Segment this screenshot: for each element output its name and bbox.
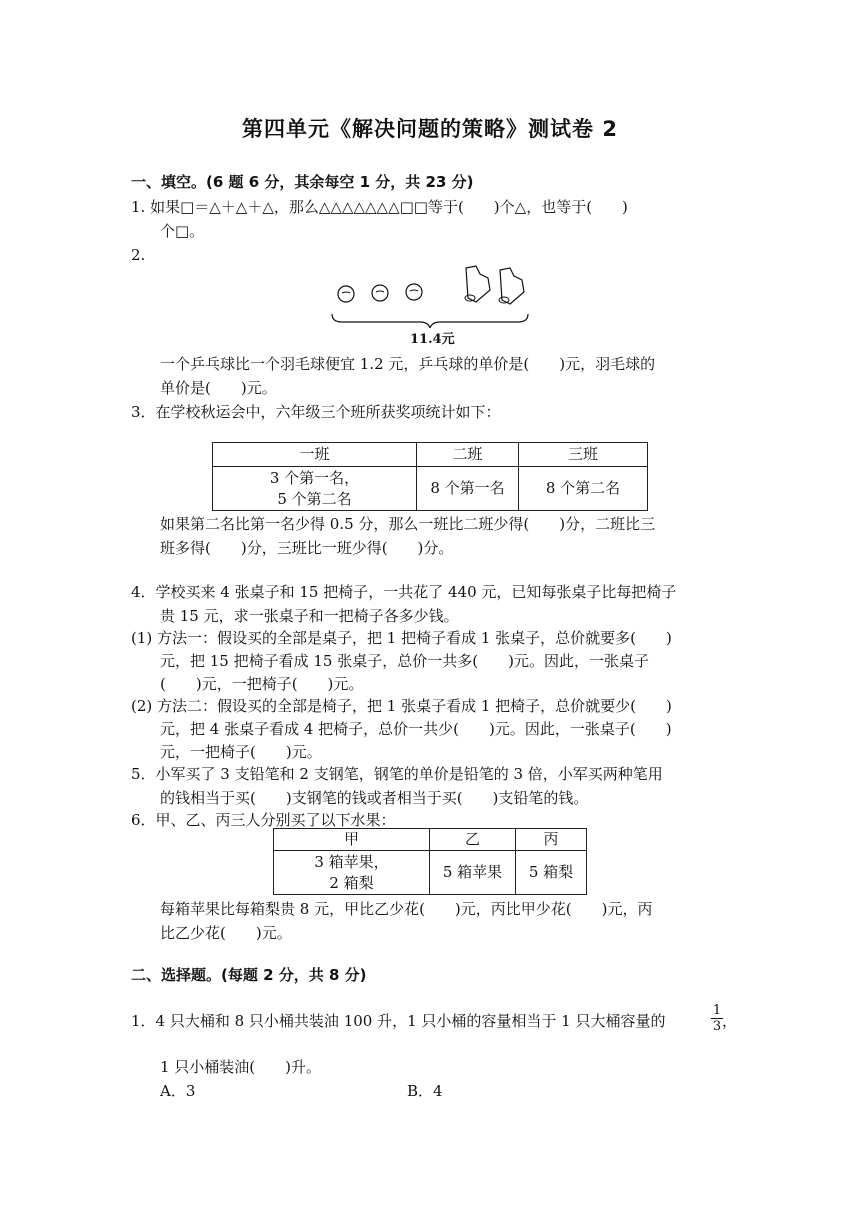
q4-method2-line-2: 元，把 4 张桌子看成 4 把椅子，总价一共少( )元。因此，一张桌子( )	[160, 720, 672, 738]
q6-intro: 6．甲、乙、丙三人分别买了以下水果：	[131, 811, 396, 829]
q3-header-3: 三班	[519, 443, 648, 467]
q4-method2-line-1: (2) 方法二：假设买的全部是椅子，把 1 张桌子看成 1 把椅子，总价就要少( )	[131, 697, 672, 715]
q6-header-1: 甲	[274, 829, 430, 851]
q4-method1-line-1: (1) 方法一：假设买的全部是桌子，把 1 把椅子看成 1 张桌子，总价就要多( )	[131, 629, 672, 647]
q3-cell-1-line-2: 5 个第二名	[277, 489, 352, 508]
q6-cell-1	[274, 851, 430, 895]
ping-pong-ball-icon	[406, 284, 422, 300]
s2-q1-line-1: 1．4 只大桶和 8 只小桶共装油 100 升，1 只小桶的容量相当于 1 只大桶容量的	[131, 1012, 666, 1030]
shuttlecock-icon	[465, 266, 490, 302]
q2-figure	[330, 258, 530, 328]
q3-header-2: 二班	[417, 443, 519, 467]
shuttlecock-icon	[499, 268, 524, 304]
q5-line-2: 的钱相当于买( )支钢笔的钱或者相当于买( )支铅笔的钱。	[160, 789, 589, 807]
q6-cell-1-line-2: 2 箱梨	[329, 873, 374, 892]
q5-line-1: 5．小军买了 3 支铅笔和 2 支钢笔，钢笔的单价是铅笔的 3 倍，小军买两种笔用	[131, 765, 663, 783]
q4-line-1: 4．学校买来 4 张桌子和 15 把椅子，一共花了 440 元，已知每张桌子比每把椅子	[131, 583, 677, 601]
q2-line-2: 单价是( )元。	[160, 379, 277, 397]
q1-line-2: 个□。	[160, 222, 205, 240]
ping-pong-ball-icon	[338, 286, 354, 302]
section-2-heading: 二、选择题。(每题 2 分，共 8 分)	[131, 966, 367, 984]
q3-cell-3: 8 个第二名	[519, 467, 648, 511]
q4-method2-line-3: 元，一把椅子( )元。	[160, 743, 322, 761]
s2-q1-comma: ，	[722, 1012, 738, 1030]
q1-line-1: 1. 如果□＝△＋△＋△，那么△△△△△△△□□等于( )个△，也等于( )	[131, 198, 628, 216]
fraction-denominator: 3	[712, 1019, 722, 1034]
q3-header-1: 一班	[213, 443, 417, 467]
q2-price-label: 11.4元	[410, 332, 455, 347]
ping-pong-ball-icon	[372, 285, 388, 301]
q4-method1-line-2: 元，把 15 把椅子看成 15 张桌子，总价一共多( )元。因此，一张桌子	[160, 652, 649, 670]
s2-q1-option-b: B．4	[407, 1082, 443, 1100]
q6-cell-3: 5 箱梨	[516, 851, 587, 895]
q3-table	[212, 442, 648, 511]
q3-line-1: 如果第二名比第一名少得 0.5 分，那么一班比二班少得( )分，二班比三	[160, 515, 656, 533]
brace	[332, 314, 528, 328]
q3-line-2: 班多得( )分，三班比一班少得( )分。	[160, 539, 454, 557]
page-title: 第四单元《解决问题的策略》测试卷 2	[242, 117, 618, 141]
q3-cell-2: 8 个第一名	[417, 467, 519, 511]
q3-intro: 3．在学校秋运会中，六年级三个班所获奖项统计如下：	[131, 403, 501, 421]
q4-method1-line-3: ( )元，一把椅子( )元。	[160, 675, 364, 693]
q6-line-2: 比乙少花( )元。	[160, 924, 292, 942]
s2-q1-option-a: A．3	[160, 1082, 196, 1100]
q6-cell-2: 5 箱苹果	[430, 851, 516, 895]
q2-number: 2.	[131, 246, 146, 264]
s2-q1-line-2: 1 只小桶装油( )升。	[160, 1058, 322, 1076]
q6-cell-1-line-1: 3 箱苹果，	[314, 853, 389, 872]
section-1-heading: 一、填空。(6 题 6 分，其余每空 1 分，共 23 分)	[131, 173, 474, 191]
q6-table	[273, 828, 587, 895]
q6-header-3: 丙	[516, 829, 587, 851]
fraction-numerator: 1	[712, 1003, 722, 1018]
q3-cell-1-line-1: 3 个第一名，	[269, 469, 360, 488]
q6-line-1: 每箱苹果比每箱梨贵 8 元，甲比乙少花( )元，丙比甲少花( )元，丙	[160, 900, 653, 918]
q4-line-2: 贵 15 元，求一张桌子和一把椅子各多少钱。	[160, 607, 459, 625]
q3-cell-1	[213, 467, 417, 511]
q6-header-2: 乙	[430, 829, 516, 851]
q2-line-1: 一个乒乓球比一个羽毛球便宜 1.2 元，乒乓球的单价是( )元，羽毛球的	[160, 355, 656, 373]
